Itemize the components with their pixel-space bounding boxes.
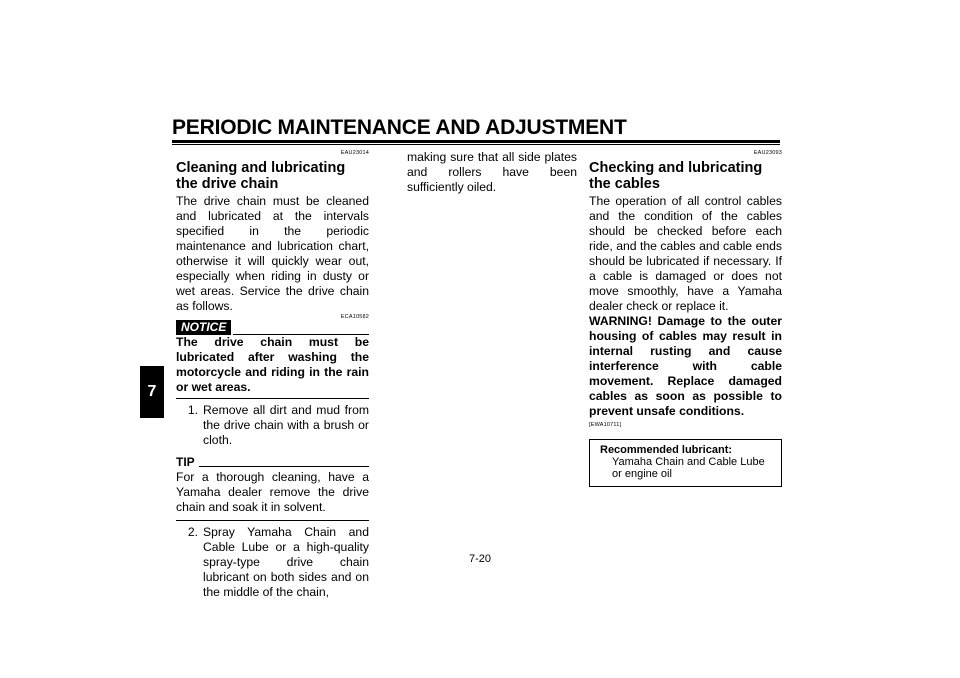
section-heading: Cleaning and lubricating the drive chain [176,160,346,192]
page-title: PERIODIC MAINTENANCE AND ADJUSTMENT [172,116,627,139]
step-number: 2. [187,525,198,539]
chapter-tab: 7 [140,366,164,418]
warning-code: [EWA10711] [589,422,622,428]
title-rule-thin [172,144,780,145]
column-1 [176,150,369,602]
step-item [176,403,369,448]
section-heading: Checking and lubricating the cables [589,160,763,192]
lubricant-value: Yamaha Chain and Cable Lube or engine oil [612,456,765,480]
section-text: The operation of all control cables and the condition of the cables should be checked before each ride, and the cables and cable ends should be lubricated if necessary. If a cable is damaged or does not move smoothly, have a Yamaha dealer check or replace it. [589,194,782,313]
lubricant-title: Recommended lubricant: [600,444,733,456]
tip-header [176,455,369,470]
column-3 [589,150,782,487]
section-code: EAU23093 [753,150,782,156]
notice-label: NOTICE [176,320,231,335]
tip-text: For a thorough cleaning, have a Yamaha dealer remove the drive chain and soak it in solvent. [176,470,369,514]
notice-text: The drive chain must be lubricated after washing the motorcycle and riding in the rain or wet areas. [176,335,369,394]
section-intro: The drive chain must be cleaned and lubricated at the intervals specified in the periodic maintenance and lubrication chart, otherwise it will quickly wear out, especially when riding in dusty or wet areas. Service the drive chain as follows. [176,194,369,313]
section-code: EAU23014 [340,150,369,156]
column-2 [407,150,577,195]
step-text: Spray Yamaha Chain and Cable Lube or a high-quality spray-type drive chain lubricant on both sides and on the middle of the chain, [203,525,369,599]
notice-code: ECA10582 [340,314,369,320]
step-text: Remove all dirt and mud from the drive chain with a brush or cloth. [203,403,369,447]
page-number: 7-20 [468,553,492,565]
tip-end-rule [176,520,369,521]
lubricant-box [589,439,782,487]
tip-rule [199,466,369,467]
step-item [176,525,369,600]
step-continuation: making sure that all side plates and rollers have been sufficiently oiled. [407,150,577,194]
step-number: 1. [187,403,198,417]
tip-label: TIP [176,455,195,469]
notice-header [176,320,369,335]
warning-text: WARNING! Damage to the outer housing of cables may result in internal rusting and cause interference with cable movement. Replace damaged cables as soon as possible to prevent unsafe conditions. [589,314,782,418]
title-rule [172,140,780,143]
notice-end-rule [176,398,369,399]
